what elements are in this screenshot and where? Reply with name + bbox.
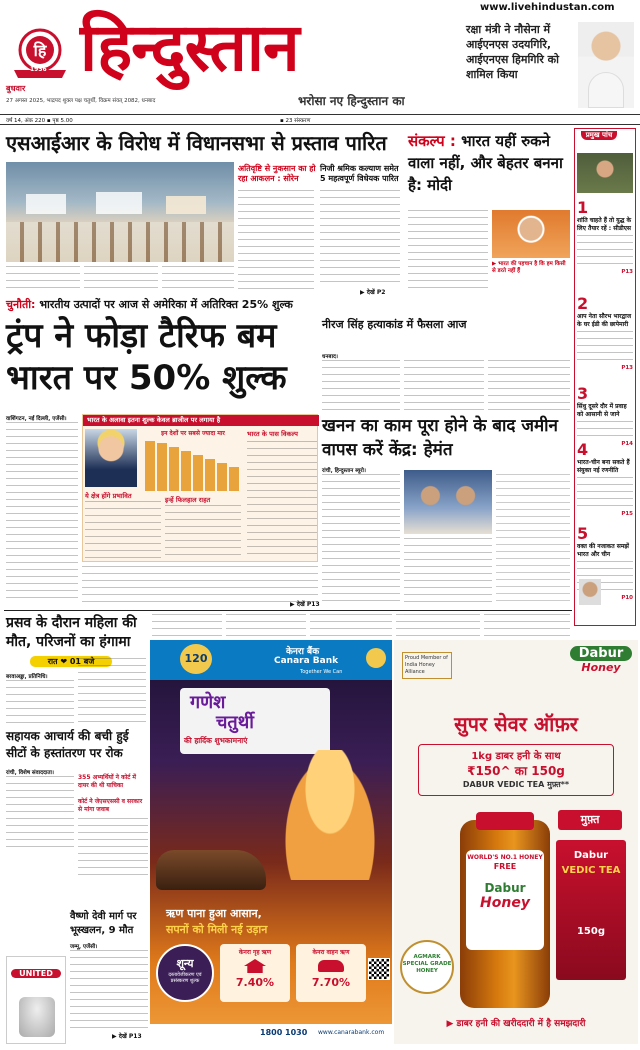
- car-icon: [318, 960, 344, 972]
- sankalp-story[interactable]: [408, 130, 570, 290]
- zero-fee-badge: [156, 944, 214, 1002]
- sub-headline-bills[interactable]: निजी श्रमिक कल्याण समेत 5 महत्वपूर्ण विधेयक पारित: [320, 164, 399, 183]
- tea-brand: Dabur: [573, 850, 609, 861]
- bar-2: [157, 443, 167, 491]
- united-brand: UNITED: [11, 969, 61, 978]
- lead-headline[interactable]: एसआईआर के विरोध में विधानसभा से प्रस्ताव पारित: [6, 131, 387, 155]
- khanan-headline[interactable]: खनन का काम पूरा होने के बाद जमीन वापस करें केंद्र: हेमंत: [322, 416, 558, 460]
- offer-line-3: DABUR VEDIC TEA मुफ़्त**: [462, 780, 570, 789]
- tariff-kicker: चुनौती:: [6, 298, 36, 311]
- canara-web[interactable]: www.canarabank.com: [318, 1029, 385, 1036]
- prasav-headline[interactable]: प्रसव के दौरान महिला की मौत, परिजनों का हंगामा: [6, 615, 137, 650]
- bar-4: [181, 451, 191, 491]
- side-item-headline: भारत-चीन बना सकते हैं संयुक्त नई रणनीति: [577, 459, 630, 474]
- tariff-headline-2[interactable]: भारत पर 50% शुल्क: [6, 358, 287, 398]
- side-item-2[interactable]: [577, 295, 633, 371]
- vaishno-headline[interactable]: वैष्णो देवी मार्ग पर भूस्खलन, 9 मौत: [70, 911, 137, 936]
- canara-ad[interactable]: [150, 640, 392, 1044]
- free-badge: मुफ़्त: [558, 810, 622, 830]
- united-ad[interactable]: [6, 956, 66, 1044]
- dabur-logo: [570, 646, 632, 686]
- side-item-headline: शांति चाहते हैं तो युद्ध के लिए तैयार रहें : सीडीएस: [577, 217, 632, 232]
- car-loan-box: [296, 944, 366, 1002]
- modi-photo: [492, 210, 570, 258]
- date-line: 27 अगस्त 2025, भाद्रपद शुक्ल पक्ष चतुर्थी, विक्रम संवत् 2082, धनबाद: [6, 98, 156, 104]
- side-box-title: प्रमुख पांच: [581, 131, 617, 140]
- side-item-number: 1: [577, 198, 589, 217]
- minister-photo: [578, 22, 634, 108]
- sankalp-headline: [408, 130, 570, 196]
- canara-brand-en: Canara Bank: [274, 656, 339, 666]
- tariff-strap[interactable]: [6, 298, 570, 312]
- side-box: [574, 128, 636, 626]
- tariff-headline-1[interactable]: ट्रंप ने फोड़ा टैरिफ बम: [6, 316, 277, 356]
- masthead: [0, 0, 640, 118]
- home-loan-box: [220, 944, 290, 1002]
- bar-8: [229, 467, 239, 491]
- dabur-brand: Dabur: [570, 646, 632, 661]
- modi-caption: ▶ भारत की पहचान है कि हम किसी से डरते नहीं हैं: [492, 261, 566, 274]
- founding-year: 1936: [30, 66, 47, 73]
- acharya-dateline: रांची, विशेष संवाददाता।: [6, 770, 55, 776]
- tea-weight: 150g: [576, 926, 606, 937]
- tagline: भरोसा नए हिन्दुस्तान का: [298, 94, 405, 108]
- acharya-bullet-2: कोर्ट ने जेएसएससी व सरकार से मांगा जवाब: [78, 798, 143, 813]
- side-item-4[interactable]: [577, 441, 633, 517]
- prasav-dateline: बरवाअड्डा, प्रतिनिधि।: [6, 674, 48, 680]
- zero-sub: दस्तावेजीकरण एवं प्रसंस्करण शुल्क: [168, 972, 202, 984]
- ganesha-illustration: [280, 750, 380, 880]
- greeting-banner: [180, 688, 330, 754]
- jar-lid: [476, 812, 534, 830]
- bar-1: [145, 441, 155, 491]
- sankalp-headline-text: भारत यहीं रुकने वाला नहीं, और बेहतर बनना है: मोदी: [408, 132, 563, 194]
- bar-7: [217, 463, 227, 491]
- info-title: भारत के अलावा इतना शुल्क केवल ब्राजील पर लगाया है: [83, 415, 319, 426]
- bar-5: [193, 455, 203, 491]
- side-item-headline: वक्त की नजाकत समझें भारत और चीन: [577, 543, 629, 558]
- neeraj-headline[interactable]: नीरज सिंह हत्याकांड में फैसला आज: [322, 318, 467, 331]
- editions-note: ▪ 23 संस्करण: [280, 118, 311, 124]
- car-loan-label: केनरा वाहन ऋण: [312, 949, 350, 956]
- side-item-number: 5: [577, 524, 589, 543]
- lead-jump[interactable]: ▶ देखें P2: [360, 289, 386, 296]
- vaishno-jump[interactable]: ▶ देखें P13: [112, 1033, 142, 1040]
- side-item-jump[interactable]: P14: [621, 441, 633, 447]
- car-loan-rate: 7.70%: [311, 976, 351, 989]
- dabur-ad[interactable]: [394, 640, 638, 1044]
- day-label: बुधवार: [6, 84, 26, 93]
- pressure-cooker: [19, 997, 55, 1037]
- house-icon: [244, 959, 266, 973]
- trump-photo: [85, 429, 137, 487]
- loan-line-1: ऋण पाना हुआ आसान,: [166, 907, 262, 920]
- meta-line: वर्ष 14, अंक 220 ▪ पृष्ठ 5.00: [6, 118, 73, 124]
- canara-years-badge: [180, 644, 212, 674]
- offer-line-1: 1kg डाबर हनी के साथ: [471, 751, 561, 762]
- side-item-jump[interactable]: P15: [621, 511, 633, 517]
- masthead-title: हिन्दुस्तान: [80, 9, 299, 86]
- jar-honey: Honey: [480, 895, 530, 911]
- khanan-dateline: रांची, हिन्दुस्तान ब्यूरो।: [322, 468, 367, 474]
- relief-title: इन्हें फिलहाल राहत: [165, 496, 211, 504]
- side-item-headline: आप नेता सौरभ भारद्वाज के घर ईडी की छापेमारी: [577, 313, 632, 328]
- side-photo-columnist: [579, 579, 601, 605]
- meta-bar: [0, 114, 640, 125]
- zero-label: शून्य: [176, 957, 194, 970]
- tea-label: VEDIC TEA: [561, 865, 621, 876]
- tariff-jump[interactable]: ▶ देखें P13: [290, 601, 320, 608]
- bar-3: [169, 447, 179, 491]
- svg-text:हि: हि: [33, 41, 47, 60]
- tariff-infographic: [82, 414, 318, 562]
- masthead-ad[interactable]: [466, 18, 636, 112]
- impact-title: ये क्षेत्र होंगे प्रभावित: [85, 492, 132, 500]
- acharya-headline[interactable]: सहायक आचार्य की बची हुई सीटों के हस्तांतरण पर रोक: [6, 729, 129, 760]
- offer-box: [418, 744, 614, 796]
- home-loan-label: केनरा गृह ऋण: [238, 949, 272, 956]
- jar-free: FREE: [493, 862, 517, 871]
- canara-phone[interactable]: 1800 1030: [260, 1028, 308, 1037]
- tariff-strap-text: भारतीय उत्पादों पर आज से अमेरिका में अतिरिक्त 25% शुल्क: [39, 298, 293, 311]
- website-link[interactable]: www.livehindustan.com: [480, 2, 615, 13]
- side-item-1[interactable]: [577, 199, 633, 275]
- loan-line-2: सपनों को मिली नई उड़ान: [166, 923, 268, 936]
- canara-slogan: Together We Can: [300, 669, 343, 675]
- canara-brand: केनरा बैंक: [286, 647, 320, 657]
- honey-alliance: Proud Member of India Honey Alliance: [402, 652, 452, 679]
- side-item-number: 4: [577, 440, 589, 459]
- masthead-ad-text: रक्षा मंत्री ने नौसेना में आईएनएस उदयगिरि, आईएनएस हिमगिरि को शामिल किया: [466, 23, 559, 81]
- offer-headline: सुपर सेवर ऑफ़र: [454, 712, 578, 736]
- canara-footer: [150, 1024, 392, 1044]
- side-item-number: 2: [577, 294, 589, 313]
- side-item-jump[interactable]: P13: [621, 365, 633, 371]
- sub-headline-sorens[interactable]: अतिवृष्टि से नुकसान का हो रहा आकलन : सोरेन: [238, 164, 316, 183]
- dabur-footer: ▶ डाबर हनी की खरीददारी में है समझदारी: [446, 1019, 586, 1029]
- tariff-dateline: वाशिंगटन, नई दिल्ली, एजेंसी।: [6, 416, 67, 422]
- bar-6: [205, 459, 215, 491]
- tariff-bar-chart: [143, 437, 243, 493]
- jar-brand: Dabur: [484, 881, 526, 895]
- prasav-tag: रात ❤ 01 बजे: [30, 656, 112, 667]
- qr-code[interactable]: [368, 958, 390, 980]
- side-photo-soldier: [577, 153, 633, 193]
- offer-line-2: ₹150^ का 150g: [467, 764, 565, 778]
- greeting-line-1: गणेश: [190, 692, 226, 713]
- jar-label: [466, 850, 544, 950]
- side-item-headline: सिंधु दूसरे दौर में प्रवाह को आसानी से जाने: [577, 403, 627, 418]
- options-title: भारत के पास विकल्प: [247, 430, 298, 438]
- neeraj-dateline: धनबाद।: [322, 354, 339, 360]
- hemant-photo: [404, 470, 492, 534]
- canara-years: 120: [184, 652, 208, 665]
- agmark-badge: AGMARK SPECIAL GRADE HONEY: [400, 940, 454, 994]
- vedic-tea-box: [556, 840, 626, 980]
- canara-logo-icon: [366, 648, 386, 668]
- honey-jar: [460, 820, 550, 1008]
- side-item-jump[interactable]: P10: [621, 595, 633, 601]
- dabur-honey: Honey: [581, 661, 621, 674]
- car-illustration: [156, 850, 266, 890]
- protest-photo: [6, 162, 234, 262]
- greeting-line-2: चतुर्थी: [216, 712, 254, 733]
- side-item-jump[interactable]: P13: [621, 269, 633, 275]
- greeting-line-3: की हार्दिक शुभकामनाएं: [184, 736, 248, 745]
- jar-worlds: WORLD'S NO.1 HONEY: [467, 854, 543, 861]
- chart-title: इन देशों पर सबसे ज्यादा मार: [161, 430, 225, 437]
- acharya-bullet-1: 355 अभ्यर्थियों ने कोर्ट में दायर की थी याचिका: [78, 774, 136, 789]
- sankalp-kicker: संकल्प :: [408, 132, 456, 150]
- home-loan-rate: 7.40%: [235, 976, 275, 989]
- side-item-number: 3: [577, 384, 589, 403]
- side-item-3[interactable]: [577, 385, 633, 447]
- vaishno-dateline: जम्मू, एजेंसी।: [70, 944, 98, 950]
